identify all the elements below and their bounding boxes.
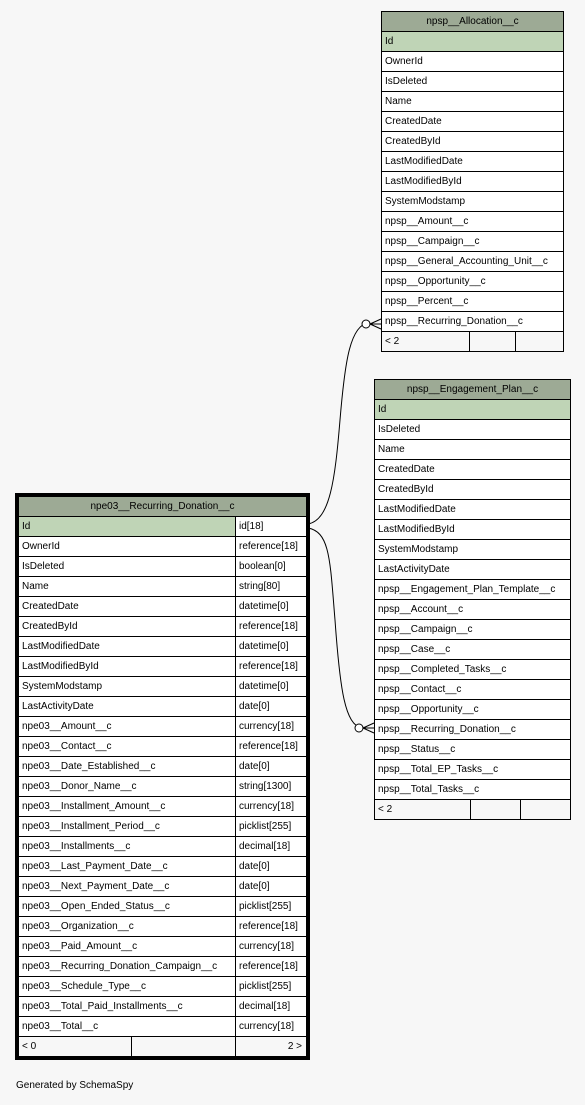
table-row[interactable] (375, 440, 571, 460)
column-name[interactable]: npsp__Campaign__c (382, 232, 564, 252)
column-name[interactable]: npsp__Total_EP_Tasks__c (375, 760, 571, 780)
table-row[interactable] (19, 577, 307, 597)
column-name[interactable]: IsDeleted (375, 420, 571, 440)
column-name[interactable]: LastActivityDate (375, 560, 571, 580)
column-type: datetime[0] (236, 597, 307, 617)
table-row[interactable] (375, 640, 571, 660)
column-type: reference[18] (236, 917, 307, 937)
column-name[interactable]: npe03__Recurring_Donation_Campaign__c (19, 957, 236, 977)
table-row[interactable] (19, 737, 307, 757)
table-row[interactable] (375, 780, 571, 800)
column-name[interactable]: IsDeleted (19, 557, 236, 577)
table-row[interactable] (382, 212, 564, 232)
table-row[interactable] (19, 657, 307, 677)
footer-spacer (132, 1037, 236, 1057)
table-row[interactable] (375, 740, 571, 760)
table-row[interactable] (375, 620, 571, 640)
column-name[interactable]: npe03__Total__c (19, 1017, 236, 1037)
column-name[interactable]: LastModifiedById (19, 657, 236, 677)
column-name[interactable]: npsp__Case__c (375, 640, 571, 660)
column-type: decimal[18] (236, 837, 307, 857)
table-row[interactable] (19, 897, 307, 917)
child-count: 2 > (236, 1037, 307, 1057)
table-row[interactable] (375, 560, 571, 580)
column-name[interactable]: LastModifiedDate (375, 500, 571, 520)
table-row[interactable] (375, 600, 571, 620)
table-row[interactable] (19, 1017, 307, 1037)
table-row[interactable] (19, 517, 307, 537)
column-type: currency[18] (236, 717, 307, 737)
column-type: date[0] (236, 877, 307, 897)
column-name[interactable]: npsp__Account__c (375, 600, 571, 620)
table-row[interactable] (19, 957, 307, 977)
column-name[interactable]: npe03__Installments__c (19, 837, 236, 857)
column-type: datetime[0] (236, 677, 307, 697)
column-name[interactable]: npe03__Contact__c (19, 737, 236, 757)
column-name[interactable]: SystemModstamp (382, 192, 564, 212)
column-name[interactable]: LastModifiedDate (382, 152, 564, 172)
column-type: currency[18] (236, 937, 307, 957)
table-row[interactable] (375, 680, 571, 700)
table-row[interactable] (19, 817, 307, 837)
column-name[interactable]: npsp__Status__c (375, 740, 571, 760)
column-name[interactable]: npsp__Percent__c (382, 292, 564, 312)
column-name[interactable]: npe03__Amount__c (19, 717, 236, 737)
column-name[interactable]: Id (19, 517, 236, 537)
table-allocation[interactable] (381, 11, 564, 352)
column-name[interactable]: npe03__Last_Payment_Date__c (19, 857, 236, 877)
column-type: picklist[255] (236, 817, 307, 837)
column-name[interactable]: LastActivityDate (19, 697, 236, 717)
column-name[interactable]: npsp__Opportunity__c (382, 272, 564, 292)
column-type: currency[18] (236, 1017, 307, 1037)
table-row[interactable] (382, 152, 564, 172)
table-row[interactable] (19, 837, 307, 857)
column-name[interactable]: npsp__Total_Tasks__c (375, 780, 571, 800)
column-name[interactable]: npe03__Donor_Name__c (19, 777, 236, 797)
table-engagement-plan[interactable] (374, 379, 571, 820)
column-type: currency[18] (236, 797, 307, 817)
column-name[interactable]: npe03__Next_Payment_Date__c (19, 877, 236, 897)
column-name[interactable]: npsp__General_Accounting_Unit__c (382, 252, 564, 272)
column-name[interactable]: LastModifiedById (375, 520, 571, 540)
table-row[interactable] (382, 72, 564, 92)
column-name[interactable]: npe03__Open_Ended_Status__c (19, 897, 236, 917)
column-name[interactable]: npe03__Paid_Amount__c (19, 937, 236, 957)
column-name[interactable]: SystemModstamp (375, 540, 571, 560)
footer-spacer (516, 332, 564, 352)
column-name[interactable]: LastModifiedDate (19, 637, 236, 657)
column-type: reference[18] (236, 537, 307, 557)
column-name[interactable]: Id (375, 400, 571, 420)
table-row[interactable] (19, 777, 307, 797)
column-name[interactable]: npsp__Engagement_Plan_Template__c (375, 580, 571, 600)
table-row[interactable] (19, 797, 307, 817)
column-name[interactable]: IsDeleted (382, 72, 564, 92)
column-name[interactable]: CreatedDate (19, 597, 236, 617)
table-row[interactable] (19, 937, 307, 957)
table-title[interactable]: npsp__Allocation__c (382, 12, 564, 32)
link-engagement (308, 528, 362, 728)
column-name[interactable]: Name (19, 577, 236, 597)
column-name[interactable]: CreatedDate (375, 460, 571, 480)
column-type: decimal[18] (236, 997, 307, 1017)
column-name[interactable]: npe03__Date_Established__c (19, 757, 236, 777)
table-row[interactable] (19, 877, 307, 897)
table-row[interactable] (375, 660, 571, 680)
column-name[interactable]: npe03__Schedule_Type__c (19, 977, 236, 997)
column-name[interactable]: CreatedById (19, 617, 236, 637)
table-row[interactable] (19, 757, 307, 777)
column-name[interactable]: Name (382, 92, 564, 112)
parent-count: < 2 (382, 332, 470, 352)
column-name[interactable]: npsp__Campaign__c (375, 620, 571, 640)
parent-count: < 2 (375, 800, 471, 820)
table-row[interactable] (375, 420, 571, 440)
table-row[interactable] (375, 500, 571, 520)
table-row[interactable] (19, 697, 307, 717)
column-type: string[80] (236, 577, 307, 597)
table-row[interactable] (375, 580, 571, 600)
table-row[interactable] (382, 232, 564, 252)
column-name[interactable]: SystemModstamp (19, 677, 236, 697)
table-row[interactable] (19, 637, 307, 657)
table-row[interactable] (19, 597, 307, 617)
column-type: reference[18] (236, 617, 307, 637)
table-row[interactable] (382, 32, 564, 52)
link-engagement-crowfoot (363, 723, 374, 733)
table-row[interactable] (375, 400, 571, 420)
link-allocation-optional-marker (362, 320, 370, 328)
column-name[interactable]: npe03__Installment_Period__c (19, 817, 236, 837)
column-type: date[0] (236, 697, 307, 717)
table-row[interactable] (375, 760, 571, 780)
link-engagement-optional-marker (355, 724, 363, 732)
column-name[interactable]: Id (382, 32, 564, 52)
column-name[interactable]: npe03__Organization__c (19, 917, 236, 937)
column-type: picklist[255] (236, 897, 307, 917)
column-name[interactable]: npsp__Completed_Tasks__c (375, 660, 571, 680)
column-type: reference[18] (236, 657, 307, 677)
table-row[interactable] (382, 172, 564, 192)
table-row[interactable] (19, 617, 307, 637)
column-type: boolean[0] (236, 557, 307, 577)
column-name[interactable]: npe03__Total_Paid_Installments__c (19, 997, 236, 1017)
column-type: picklist[255] (236, 977, 307, 997)
table-row[interactable] (382, 112, 564, 132)
table-row[interactable] (19, 857, 307, 877)
table-title[interactable]: npe03__Recurring_Donation__c (19, 497, 307, 517)
column-name[interactable]: npsp__Contact__c (375, 680, 571, 700)
column-name[interactable]: OwnerId (19, 537, 236, 557)
column-name[interactable]: LastModifiedById (382, 172, 564, 192)
table-row[interactable] (382, 132, 564, 152)
table-row[interactable] (382, 312, 564, 332)
footer-spacer (521, 800, 571, 820)
table-row[interactable] (382, 272, 564, 292)
table-row[interactable] (19, 917, 307, 937)
column-name[interactable]: OwnerId (382, 52, 564, 72)
table-row[interactable] (19, 677, 307, 697)
table-row[interactable] (382, 52, 564, 72)
table-row[interactable] (375, 460, 571, 480)
column-name[interactable]: npsp__Recurring_Donation__c (375, 720, 571, 740)
table-recurring-donation[interactable] (18, 496, 307, 1057)
column-type: date[0] (236, 757, 307, 777)
footer-spacer (471, 800, 521, 820)
table-row[interactable] (19, 717, 307, 737)
column-name[interactable]: CreatedById (375, 480, 571, 500)
table-row[interactable] (382, 292, 564, 312)
column-name[interactable]: Name (375, 440, 571, 460)
table-row[interactable] (375, 480, 571, 500)
column-name[interactable]: npsp__Opportunity__c (375, 700, 571, 720)
table-title[interactable]: npsp__Engagement_Plan__c (375, 380, 571, 400)
table-row[interactable] (19, 557, 307, 577)
column-type: datetime[0] (236, 637, 307, 657)
column-type: date[0] (236, 857, 307, 877)
table-row[interactable] (375, 520, 571, 540)
table-row[interactable] (382, 192, 564, 212)
table-row[interactable] (19, 997, 307, 1017)
table-row[interactable] (382, 92, 564, 112)
column-type: reference[18] (236, 957, 307, 977)
link-allocation (308, 322, 370, 524)
table-row[interactable] (382, 252, 564, 272)
column-type: id[18] (236, 517, 307, 537)
table-row[interactable] (375, 540, 571, 560)
generated-by-label: Generated by SchemaSpy (16, 1080, 134, 1091)
column-name[interactable]: npsp__Recurring_Donation__c (382, 312, 564, 332)
column-name[interactable]: CreatedById (382, 132, 564, 152)
link-allocation-crowfoot (370, 319, 381, 329)
parent-count: < 0 (19, 1037, 132, 1057)
column-name[interactable]: npe03__Installment_Amount__c (19, 797, 236, 817)
column-name[interactable]: npsp__Amount__c (382, 212, 564, 232)
table-row[interactable] (19, 537, 307, 557)
column-name[interactable]: CreatedDate (382, 112, 564, 132)
footer-spacer (470, 332, 516, 352)
table-row[interactable] (375, 700, 571, 720)
column-type: string[1300] (236, 777, 307, 797)
table-row[interactable] (375, 720, 571, 740)
table-row[interactable] (19, 977, 307, 997)
column-type: reference[18] (236, 737, 307, 757)
